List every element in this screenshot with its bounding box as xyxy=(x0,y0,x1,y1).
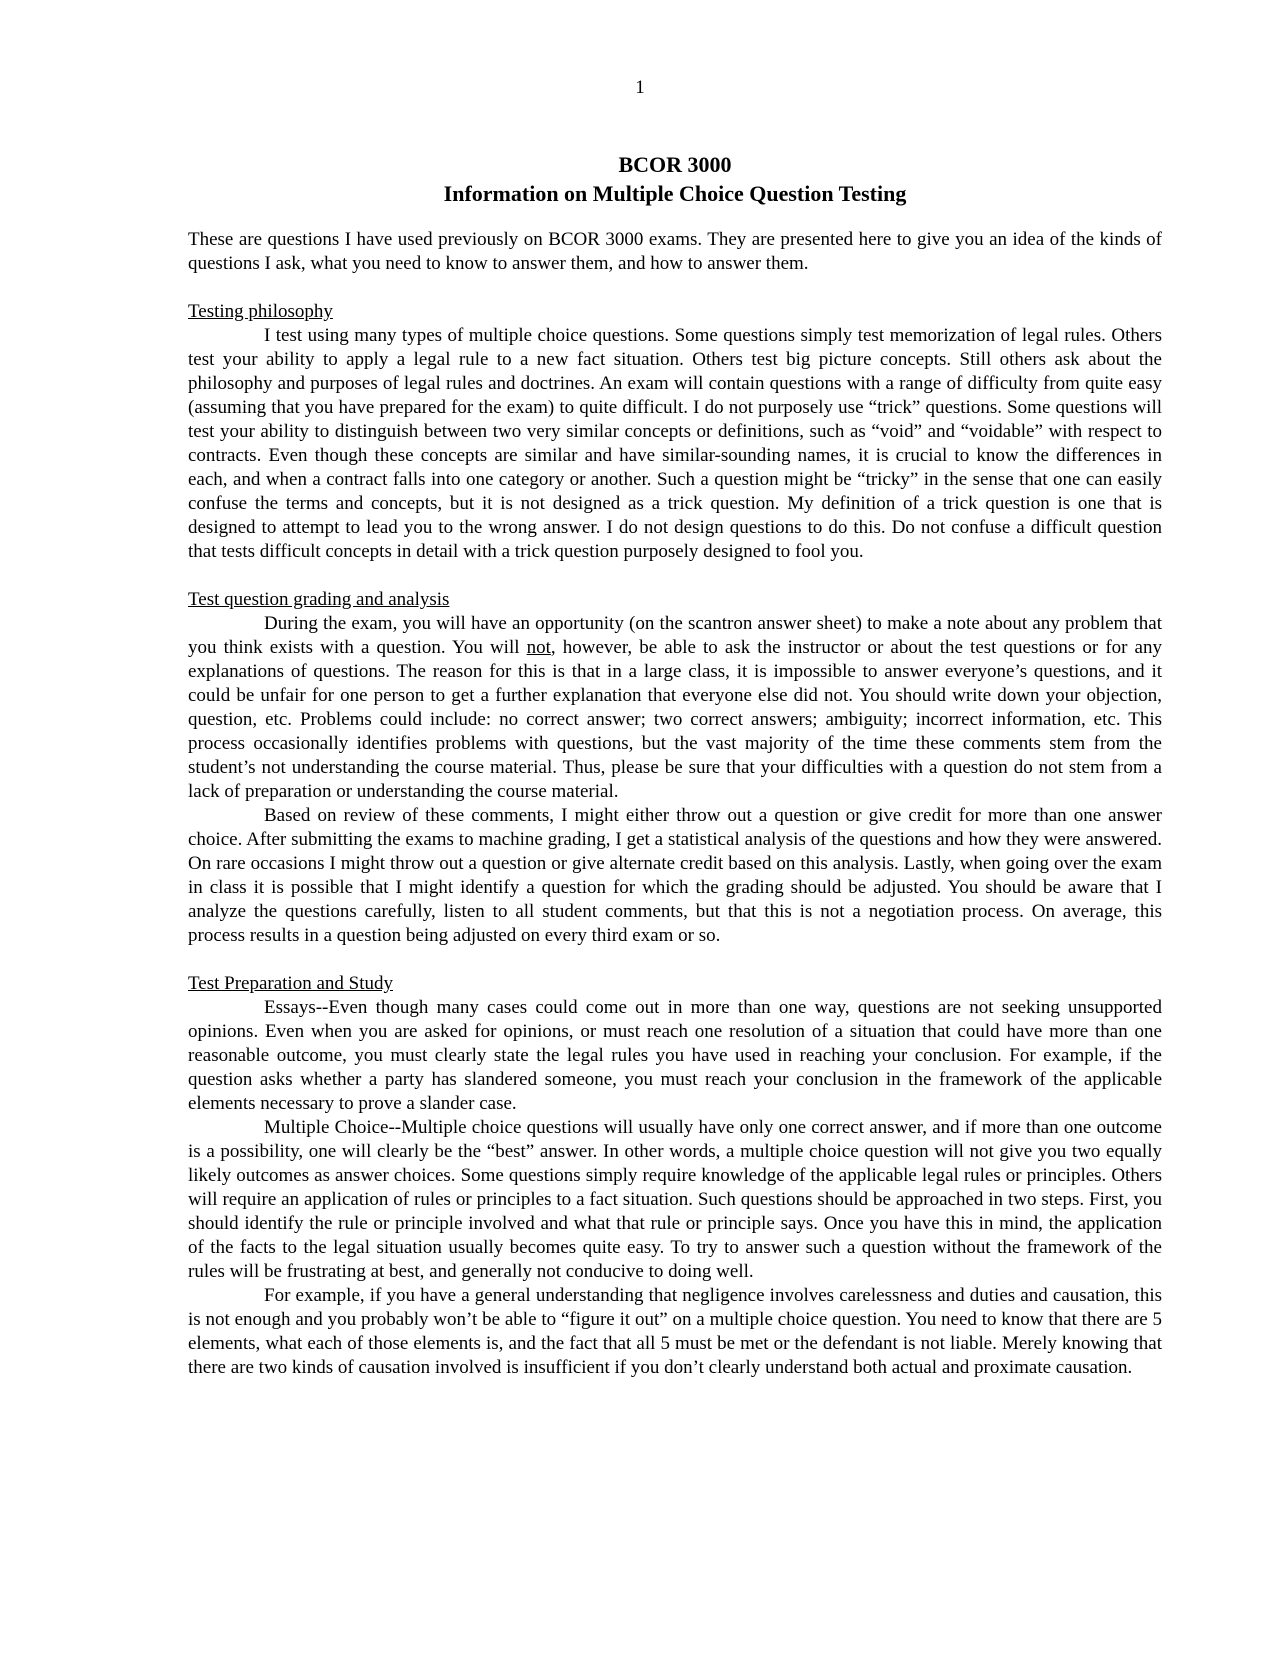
text-run: , however, be able to ask the instructor or about the test questions or for any explanations of questions. The reason for this is that in a large class, it is impossible to answer everyone’s questions, and it could be unfair for one person to get a further explanation that everyone else did not. You should write down your objection, question, etc. Problems could include: no correct answer; two correct answers; ambiguity; incorrect information, etc. This process occasionally identifies problems with questions, but the vast majority of the time these comments stem from the student’s not understanding the course material. Thus, please be sure that your difficulties with a question do not stem from a lack of preparation or understanding the course material. xyxy=(188,637,1162,802)
section-test-preparation xyxy=(188,972,1162,1380)
page-number: 1 xyxy=(635,77,645,98)
section-test-grading xyxy=(188,588,1162,948)
body-paragraph: Based on review of these comments, I might either throw out a question or give credit for more than one answer choice. After submitting the exams to machine grading, I get a statistical analysis of the questions and how they were answered. On rare occasions I might throw out a question or give alternate credit based on this analysis. Lastly, when going over the exam in class it is possible that I might identify a question for which the grading should be adjusted. You should be aware that I analyze the questions carefully, listen to all student comments, but that this is not a negotiation process. On average, this process results in a question being adjusted on every third exam or so. xyxy=(188,805,1162,946)
document-body xyxy=(188,150,1162,1380)
text-run: During the exam, you will have an opportunity (on the scantron answer sheet) to make a note about any problem that you think exists with a question. You will xyxy=(188,613,1162,658)
document-title-subject: Information on Multiple Choice Question Testing xyxy=(443,181,907,206)
section-testing-philosophy xyxy=(188,300,1162,564)
section-heading: Testing philosophy xyxy=(188,301,333,322)
body-paragraph: Multiple Choice--Multiple choice questions will usually have only one correct answer, and if more than one outcome is a possibility, one will clearly be the “best” answer. In other words, a multiple choice question will not give you two equally likely outcomes as answer choices. Some questions simply require knowledge of the applicable legal rules or principles. Others will require an application of rules or principles to a fact situation. Such questions should be approached in two steps. First, you should identify the rule or principle involved and what that rule or principle says. Once you have this in mind, the application of the facts to the legal situation usually becomes quite easy. To try to answer such a question without the framework of the rules will be frustrating at best, and generally not conducive to doing well. xyxy=(188,1117,1162,1282)
body-paragraph: Essays--Even though many cases could come out in more than one way, questions are not seeking unsupported opinions. Even when you are asked for opinions, or must reach one resolution of a situation that could have more than one reasonable outcome, you must clearly state the legal rules you have used in reaching your conclusion. For example, if the question asks whether a party has slandered someone, you must reach your conclusion in the framework of the applicable elements necessary to prove a slander case. xyxy=(188,997,1162,1114)
body-paragraph xyxy=(188,612,1162,804)
body-paragraph: I test using many types of multiple choice questions. Some questions simply test memorization of legal rules. Others test your ability to apply a legal rule to a new fact situation. Others test big picture concepts. Still others ask about the philosophy and purposes of legal rules and doctrines. An exam will contain questions with a range of difficulty from quite easy (assuming that you have prepared for the exam) to quite difficult. I do not purposely use “trick” questions. Some questions will test your ability to distinguish between two very similar concepts or definitions, such as “void” and “voidable” with respect to contracts. Even though these concepts are similar and have similar-sounding names, it is crucial to know the differences in each, and when a contract falls into one category or another. Such a question might be “tricky” in the sense that one can easily confuse the terms and concepts, but it is not designed as a trick question. My definition of a trick question is one that is designed to attempt to lead you to the wrong answer. I do not design questions to do this. Do not confuse a difficult question that tests difficult concepts in detail with a trick question purposely designed to fool you. xyxy=(188,325,1162,562)
emphasized-word: not xyxy=(526,637,551,658)
section-heading: Test question grading and analysis xyxy=(188,589,450,610)
section-heading: Test Preparation and Study xyxy=(188,973,393,994)
intro-paragraph: These are questions I have used previously on BCOR 3000 exams. They are presented here to give you an idea of the kinds of questions I ask, what you need to know to answer them, and how to answer them. xyxy=(188,229,1162,274)
document-title-course: BCOR 3000 xyxy=(618,152,732,177)
body-paragraph: For example, if you have a general understanding that negligence involves carelessness and duties and causation, this is not enough and you probably won’t be able to “figure it out” on a multiple choice question. You need to know that there are 5 elements, what each of those elements is, and the fact that all 5 must be met or the defendant is not liable. Merely knowing that there are two kinds of causation involved is insufficient if you don’t clearly understand both actual and proximate causation. xyxy=(188,1285,1162,1378)
